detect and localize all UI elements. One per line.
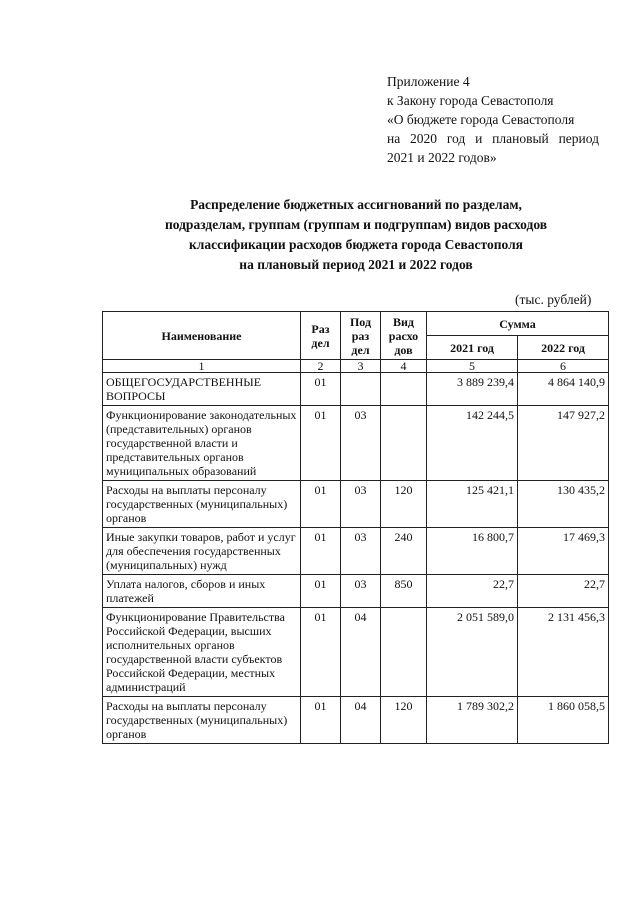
appendix-word: 2020	[410, 131, 438, 146]
cell-podrazdel: 03	[341, 406, 381, 481]
cell-vid	[381, 406, 427, 481]
cell-vid: 120	[381, 481, 427, 528]
appendix-line: Приложение 4	[387, 74, 470, 89]
cell-razdel: 01	[301, 697, 341, 744]
cell-vid: 240	[381, 528, 427, 575]
title-line: классификации расходов бюджета города Севастополя	[189, 237, 523, 252]
cell-name: Функционирование законодательных (представительных) органов государственной власти и представительных органов муниципальных образований	[103, 406, 301, 481]
column-number: 1	[103, 360, 301, 373]
cell-vid: 850	[381, 575, 427, 608]
column-number: 3	[341, 360, 381, 373]
header-razdel	[301, 312, 341, 360]
appendix-header	[387, 72, 599, 167]
cell-name: Функционирование Правительства Российской Федерации, высших исполнительных органов государственной власти субъектов Российской Федерации, местных администраций	[103, 608, 301, 697]
table-row	[103, 373, 609, 406]
cell-name: ОБЩЕГОСУДАРСТВЕННЫЕ ВОПРОСЫ	[103, 373, 301, 406]
cell-razdel: 01	[301, 575, 341, 608]
table-row	[103, 608, 609, 697]
header-year-2022: 2022 год	[518, 336, 609, 360]
cell-vid	[381, 608, 427, 697]
cell-podrazdel: 04	[341, 697, 381, 744]
appendix-word: год	[446, 131, 466, 146]
cell-podrazdel: 03	[341, 575, 381, 608]
cell-2021: 16 800,7	[427, 528, 518, 575]
cell-name: Расходы на выплаты персоналу государственных (муниципальных) органов	[103, 481, 301, 528]
cell-razdel: 01	[301, 406, 341, 481]
cell-razdel: 01	[301, 608, 341, 697]
appendix-word: плановый	[492, 131, 549, 146]
cell-2022: 1 860 058,5	[518, 697, 609, 744]
appendix-line: 2021 и 2022 годов»	[387, 150, 497, 165]
table-row	[103, 528, 609, 575]
header-row	[103, 312, 609, 336]
cell-razdel: 01	[301, 481, 341, 528]
cell-2021: 3 889 239,4	[427, 373, 518, 406]
column-number: 5	[427, 360, 518, 373]
cell-podrazdel	[341, 373, 381, 406]
cell-name: Уплата налогов, сборов и иных платежей	[103, 575, 301, 608]
appendix-line-justified	[387, 129, 599, 148]
units-label: (тыс. рублей)	[515, 292, 592, 307]
appendix-word: и	[475, 131, 483, 146]
cell-2022: 130 435,2	[518, 481, 609, 528]
appendix-word: на	[387, 131, 401, 146]
cell-2022: 22,7	[518, 575, 609, 608]
appendix-word: период	[558, 131, 599, 146]
header-razdel-line: дел	[311, 335, 330, 350]
header-vid-line: дов	[394, 342, 413, 357]
cell-2022: 147 927,2	[518, 406, 609, 481]
header-year-2021: 2021 год	[427, 336, 518, 360]
title-line: на плановый период 2021 и 2022 годов	[239, 257, 473, 272]
header-vid-line: расхо	[388, 328, 419, 343]
header-podrazdel-line: Под	[349, 314, 372, 329]
title-line: подразделам, группам (группам и подгруппам) видов расходов	[164, 217, 548, 232]
table-row	[103, 697, 609, 744]
header-razdel-line: Раз	[311, 321, 330, 336]
header-vid-line: Вид	[393, 314, 414, 329]
cell-razdel: 01	[301, 373, 341, 406]
cell-podrazdel: 03	[341, 481, 381, 528]
column-number: 6	[518, 360, 609, 373]
table-row	[103, 575, 609, 608]
cell-podrazdel: 04	[341, 608, 381, 697]
appendix-line: «О бюджете города Севастополя	[387, 112, 575, 127]
cell-2021: 125 421,1	[427, 481, 518, 528]
cell-name: Расходы на выплаты персоналу государственных (муниципальных) органов	[103, 697, 301, 744]
cell-podrazdel: 03	[341, 528, 381, 575]
table-row	[103, 481, 609, 528]
cell-vid: 120	[381, 697, 427, 744]
cell-2021: 142 244,5	[427, 406, 518, 481]
header-vid	[381, 312, 427, 360]
column-number: 2	[301, 360, 341, 373]
cell-2021: 1 789 302,2	[427, 697, 518, 744]
table-row	[103, 406, 609, 481]
header-sum: Сумма	[427, 312, 609, 336]
cell-name: Иные закупки товаров, работ и услуг для обеспечения государственных (муниципальных) нужд	[103, 528, 301, 575]
cell-2022: 17 469,3	[518, 528, 609, 575]
cell-vid	[381, 373, 427, 406]
cell-razdel: 01	[301, 528, 341, 575]
cell-2022: 2 131 456,3	[518, 608, 609, 697]
appendix-line: к Закону города Севастополя	[387, 93, 554, 108]
column-number-row	[103, 360, 609, 373]
column-number: 4	[381, 360, 427, 373]
cell-2021: 2 051 589,0	[427, 608, 518, 697]
document-title	[100, 195, 612, 275]
cell-2021: 22,7	[427, 575, 518, 608]
budget-table	[102, 311, 609, 744]
header-podrazdel-line: дел	[351, 342, 370, 357]
header-name: Наименование	[103, 312, 301, 360]
header-podrazdel-line: раз	[351, 328, 370, 343]
cell-2022: 4 864 140,9	[518, 373, 609, 406]
title-line: Распределение бюджетных ассигнований по разделам,	[190, 197, 522, 212]
header-podrazdel	[341, 312, 381, 360]
